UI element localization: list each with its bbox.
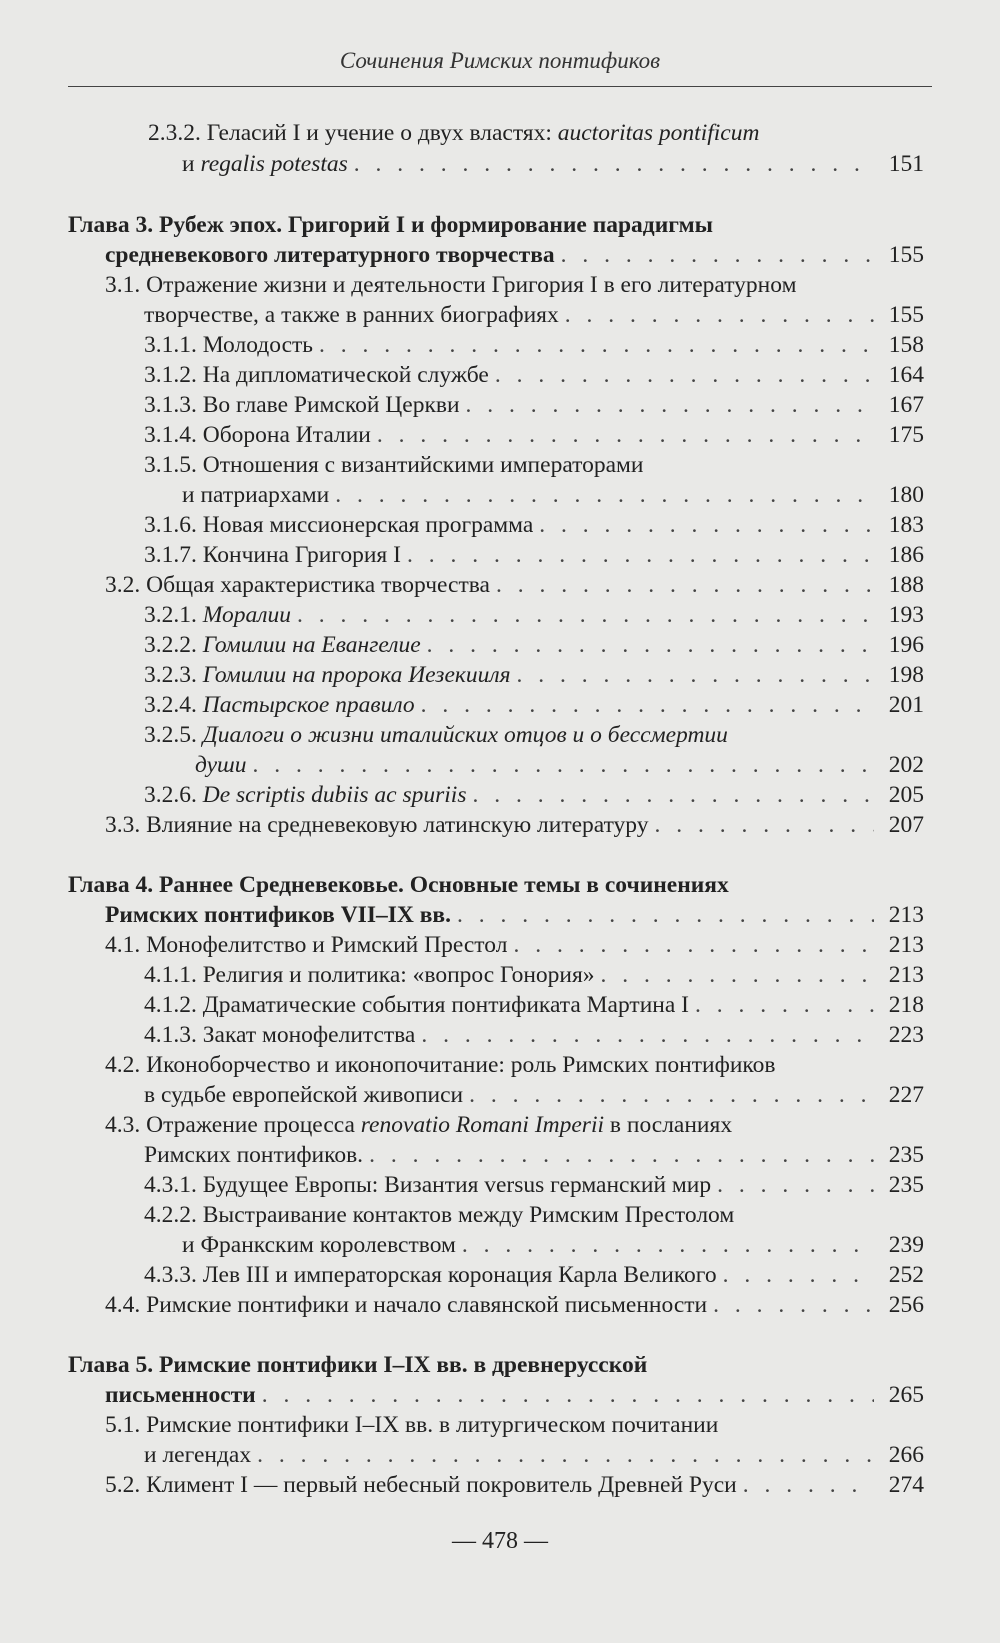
toc-entry-3-1-6: 3.1.6. Новая миссионерская программа . . . 183 bbox=[0, 510, 1000, 540]
toc-entry-3-3: 3.3. Влияние на средневековую латинскую литературу . . . 207 bbox=[0, 810, 1000, 840]
toc-entry-5-1-line1: 5.1. Римские понтифики I–IX вв. в литургическом почитании bbox=[105, 1412, 719, 1438]
toc-entry-3-1: творчестве, а также в ранних биографиях . . . 155 bbox=[0, 300, 1000, 330]
toc-entry-4-1-1: 4.1.1. Религия и политика: «вопрос Гонория» . . . 213 bbox=[0, 960, 1000, 990]
toc-entry-4-4: 4.4. Римские понтифики и начало славянской письменности . . . 256 bbox=[0, 1290, 1000, 1320]
toc-entry-2-3-2: и regalis potestas . . . 151 bbox=[0, 149, 1000, 179]
toc-entry-4-1-2: 4.1.2. Драматические события понтификата Мартина I . . . 218 bbox=[0, 990, 1000, 1020]
toc-entry-5-1: и легендах . . . 266 bbox=[0, 1440, 1000, 1470]
toc-entry-3-1-3: 3.1.3. Во главе Римской Церкви . . . 167 bbox=[0, 390, 1000, 420]
page-number: 155 bbox=[888, 242, 924, 268]
chapter-3-entry: средневекового литературного творчества . . . 155 bbox=[0, 240, 1000, 270]
page-number-folio: — 478 — bbox=[452, 1528, 548, 1554]
header-rule bbox=[68, 86, 932, 87]
toc-entry-4-2: в судьбе европейской живописи . . . 227 bbox=[0, 1080, 1000, 1110]
toc-entry-2-3-2-line1: 2.3.2. Геласий I и учение о двух властях: auctoritas pontificum bbox=[148, 120, 760, 146]
toc-entry-4-1-3: 4.1.3. Закат монофелитства . . . 223 bbox=[0, 1020, 1000, 1050]
toc-entry-3-1-1: 3.1.1. Молодость . . . 158 bbox=[0, 330, 1000, 360]
toc-entry-3-2-1: 3.2.1. Моралии . . . 193 bbox=[0, 600, 1000, 630]
chapter-4-entry: Римских понтификов VII–IX вв. . . . 213 bbox=[0, 900, 1000, 930]
chapter-3-title-line1: Глава 3. Рубеж эпох. Григорий I и формирование парадигмы bbox=[68, 212, 713, 238]
toc-entry-4-1: 4.1. Монофелитство и Римский Престол . . . 213 bbox=[0, 930, 1000, 960]
toc-entry-3-2: 3.2. Общая характеристика творчества . . . 188 bbox=[0, 570, 1000, 600]
toc-entry-3-1-5-line1: 3.1.5. Отношения с византийскими императорами bbox=[144, 452, 644, 478]
toc-entry-4-3-1: 4.3.1. Будущее Европы: Византия versus германский мир . . . 235 bbox=[0, 1170, 1000, 1200]
toc-entry-5-2: 5.2. Климент I — первый небесный покровитель Древней Руси . . . 274 bbox=[0, 1470, 1000, 1500]
chapter-4-title-line1: Глава 4. Раннее Средневековье. Основные темы в сочинениях bbox=[68, 872, 729, 898]
toc-entry-3-2-2: 3.2.2. Гомилии на Евангелие . . . 196 bbox=[0, 630, 1000, 660]
page-number: 155 bbox=[888, 302, 924, 328]
chapter-5-entry: письменности . . . 265 bbox=[0, 1380, 1000, 1410]
toc-entry-3-2-5-line1: 3.2.5. Диалоги о жизни италийских отцов и о бессмертии bbox=[144, 722, 728, 748]
toc-entry-4-3-line1: 4.3. Отражение процесса renovatio Romani Imperii в посланиях bbox=[105, 1112, 733, 1138]
toc-entry-4-2-2: и Франкским королевством . . . 239 bbox=[0, 1230, 1000, 1260]
toc-entry-3-2-4: 3.2.4. Пастырское правило . . . 201 bbox=[0, 690, 1000, 720]
toc-entry-4-2-line1: 4.2. Иконоборчество и иконопочитание: роль Римских понтификов bbox=[105, 1052, 776, 1078]
page-number: 151 bbox=[888, 151, 924, 177]
running-title: Сочинения Римских понтификов bbox=[339, 48, 661, 73]
chapter-5-title-line1: Глава 5. Римские понтифики I–IX вв. в древнерусской bbox=[68, 1352, 648, 1378]
toc-entry-4-3: Римских понтификов. . . . 235 bbox=[0, 1140, 1000, 1170]
toc-entry-3-1-line1: 3.1. Отражение жизни и деятельности Григория I в его литературном bbox=[105, 272, 797, 298]
toc-entry-3-2-6: 3.2.6. De scriptis dubiis ac spuriis . . . 205 bbox=[0, 780, 1000, 810]
toc-entry-3-1-2: 3.1.2. На дипломатической службе . . . 164 bbox=[0, 360, 1000, 390]
toc-entry-4-3-3: 4.3.3. Лев III и императорская коронация Карла Великого . . . 252 bbox=[0, 1260, 1000, 1290]
toc-entry-3-1-5: и патриархами . . . 180 bbox=[0, 480, 1000, 510]
toc-entry-3-1-7: 3.1.7. Кончина Григория I . . . 186 bbox=[0, 540, 1000, 570]
toc-entry-3-1-4: 3.1.4. Оборона Италии . . . 175 bbox=[0, 420, 1000, 450]
toc-entry-3-2-3: 3.2.3. Гомилии на пророка Иезекииля . . . 198 bbox=[0, 660, 1000, 690]
toc-entry-3-2-5: души . . . 202 bbox=[0, 750, 1000, 780]
toc-entry-4-2-2-line1: 4.2.2. Выстраивание контактов между Римским Престолом bbox=[144, 1202, 735, 1228]
